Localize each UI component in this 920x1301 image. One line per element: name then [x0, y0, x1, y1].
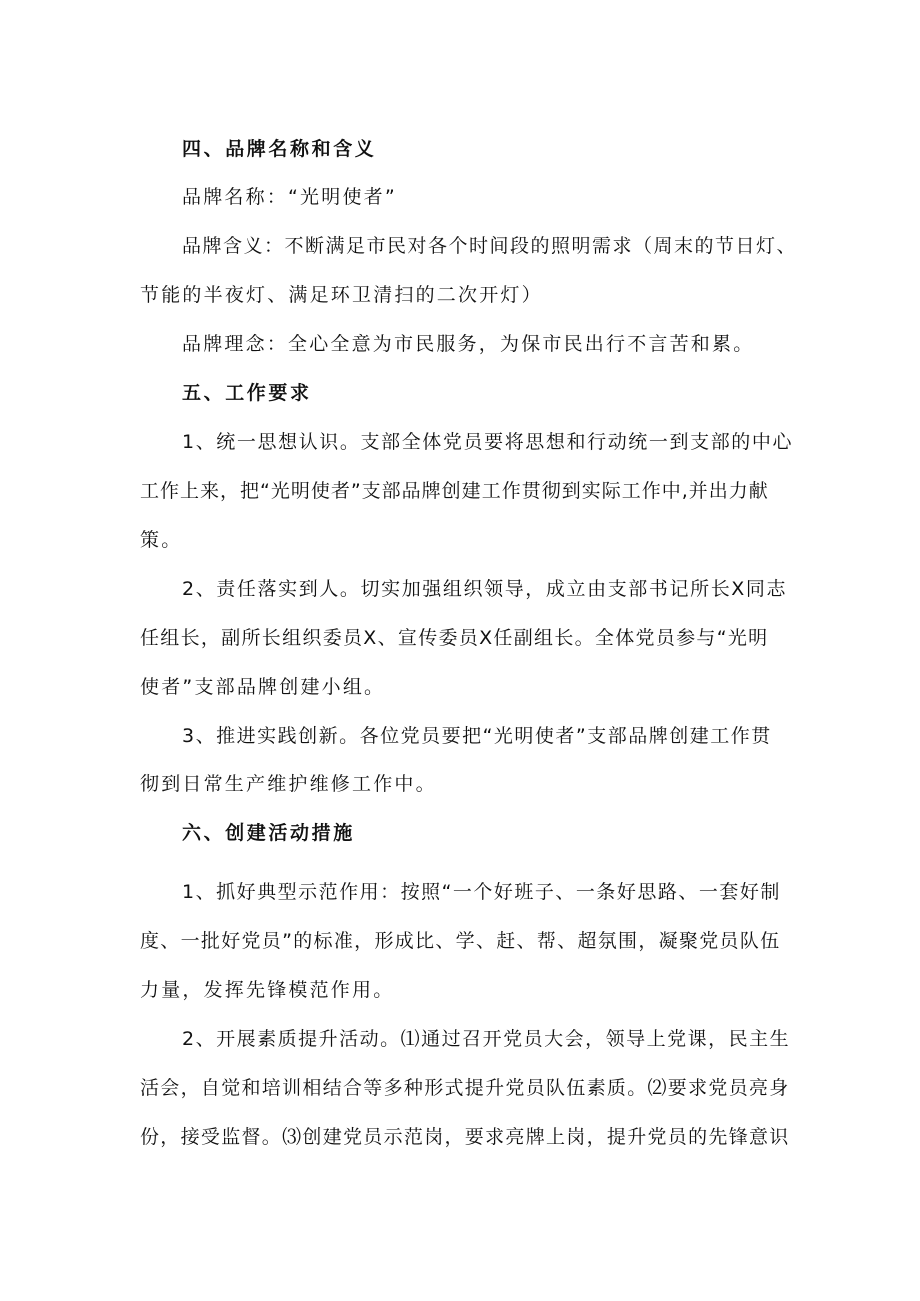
requirement-2-line-1: 2、责任落实到人。切实加强组织领导，成立由支部书记所长X同志 [182, 578, 788, 600]
measure-1-line-2: 度、一批好党员”的标准，形成比、学、赶、帮、超氛围，凝聚党员队伍 [140, 930, 781, 952]
section-heading-work-requirements: 五、工作要求 [182, 382, 312, 404]
requirement-3-line-2: 彻到日常生产维护维修工作中。 [140, 773, 437, 795]
brand-name-line: 品牌名称：“光明使者” [182, 186, 397, 208]
measure-2-line-3: 份，接受监督。⑶创建党员示范岗，要求亮牌上岗，提升党员的先锋意识 [140, 1126, 790, 1148]
measure-2-line-2: 活会，自觉和培训相结合等多种形式提升党员队伍素质。⑵要求党员亮身 [140, 1077, 790, 1099]
requirement-1-line-1: 1、统一思想认识。支部全体党员要将思想和行动统一到支部的中心 [182, 431, 794, 453]
requirement-1-line-3: 策。 [140, 529, 183, 551]
section-heading-brand-name: 四、品牌名称和含义 [182, 138, 377, 160]
requirement-1-line-2: 工作上来，把“光明使者”支部品牌创建工作贯彻到实际工作中,并出力献 [140, 480, 769, 502]
brand-meaning-continued: 节能的半夜灯、满足环卫清扫的二次开灯） [140, 284, 543, 306]
brand-meaning-line: 品牌含义：不断满足市民对各个时间段的照明需求（周末的节日灯、 [182, 235, 798, 257]
measure-1-line-3: 力量，发挥先锋模范作用。 [140, 979, 395, 1001]
requirement-3-line-1: 3、推进实践创新。各位党员要把“光明使者”支部品牌创建工作贯 [182, 725, 772, 747]
section-heading-activity-measures: 六、创建活动措施 [182, 822, 355, 844]
measure-2-line-1: 2、开展素质提升活动。⑴通过召开党员大会，领导上党课，民主生 [182, 1028, 791, 1050]
brand-philosophy-line: 品牌理念：全心全意为市民服务，为保市民出行不言苦和累。 [182, 333, 755, 355]
measure-1-line-1: 1、抓好典型示范作用：按照“一个好班子、一条好思路、一套好制 [182, 881, 781, 903]
requirement-2-line-3: 使者”支部品牌创建小组。 [140, 676, 386, 698]
requirement-2-line-2: 任组长，副所长组织委员X、宣传委员X任副组长。全体党员参与“光明 [140, 627, 769, 649]
